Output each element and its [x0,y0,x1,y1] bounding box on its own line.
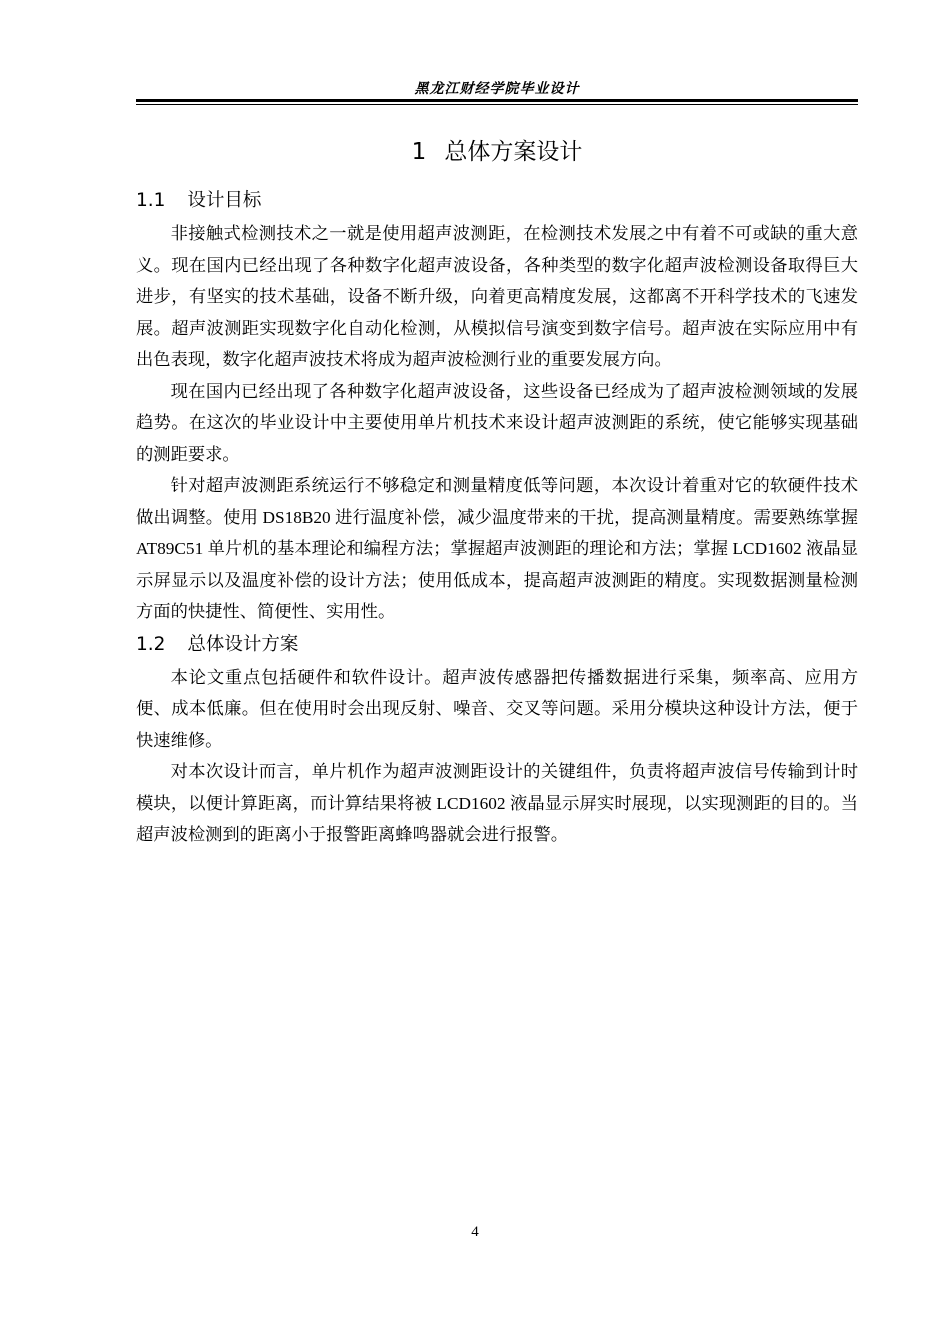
section-title-1-2 [136,628,858,662]
paragraph: 非接触式检测技术之一就是使用超声波测距，在检测技术发展之中有着不可或缺的重大意义。现在国内已经出现了各种数字化超声波设备，各种类型的数字化超声波检测设备取得巨大进步，有坚实的技术基础，设备不断升级，向着更高精度发展，这都离不开科学技术的飞速发展。超声波测距实现数字化自动化检测，从模拟信号演变到数字信号。超声波在实际应用中有出色表现，数字化超声波技术将成为超声波检测行业的重要发展方向。 [136,224,858,369]
page-number: 4 [471,1224,479,1240]
chapter-title [136,132,858,172]
header-rule-thick [136,99,858,102]
chapter-number: 1 [411,139,427,165]
section-title-1-1 [136,184,858,218]
paragraph: 现在国内已经出现了各种数字化超声波设备，这些设备已经成为了超声波检测领域的发展趋势。在这次的毕业设计中主要使用单片机技术来设计超声波测距的系统，使它能够实现基础的测距要求。 [136,381,858,464]
header-rule-thin [136,104,858,105]
running-header: 黑龙江财经学院毕业设计 [414,82,580,97]
page-content [136,132,858,851]
paragraph: 本论文重点包括硬件和软件设计。超声波传感器把传播数据进行采集，频率高、应用方便、成本低廉。但在使用时会出现反射、噪音、交叉等问题。采用分模块这种设计方法，便于快速维修。 [136,667,858,750]
chapter-title-text: 总体方案设计 [444,139,583,165]
paragraph: 针对超声波测距系统运行不够稳定和测量精度低等问题，本次设计着重对它的软硬件技术做出调整。使用 DS18B20 进行温度补偿，减少温度带来的干扰，提高测量精度。需要熟练掌握 AT89C51 单片机的基本理论和编程方法；掌握超声波测距的理论和方法；掌握 LCD1602 液晶显示屏显示以及温度补偿的设计方法；使用低成本，提高超声波测距的精度。实现数据测量检测方面的快捷性、简便性、实用性。 [136,476,858,621]
section-title-text: 总体设计方案 [187,633,299,655]
section-number: 1.1 [136,190,166,211]
paragraph: 对本次设计而言，单片机作为超声波测距设计的关键组件，负责将超声波信号传输到计时模块，以便计算距离，而计算结果将被 LCD1602 液晶显示屏实时展现，以实现测距的目的。当超声波检测到的距离小于报警距离蜂鸣器就会进行报警。 [136,762,858,844]
section-title-text: 设计目标 [187,190,262,211]
section-number: 1.2 [136,633,166,655]
